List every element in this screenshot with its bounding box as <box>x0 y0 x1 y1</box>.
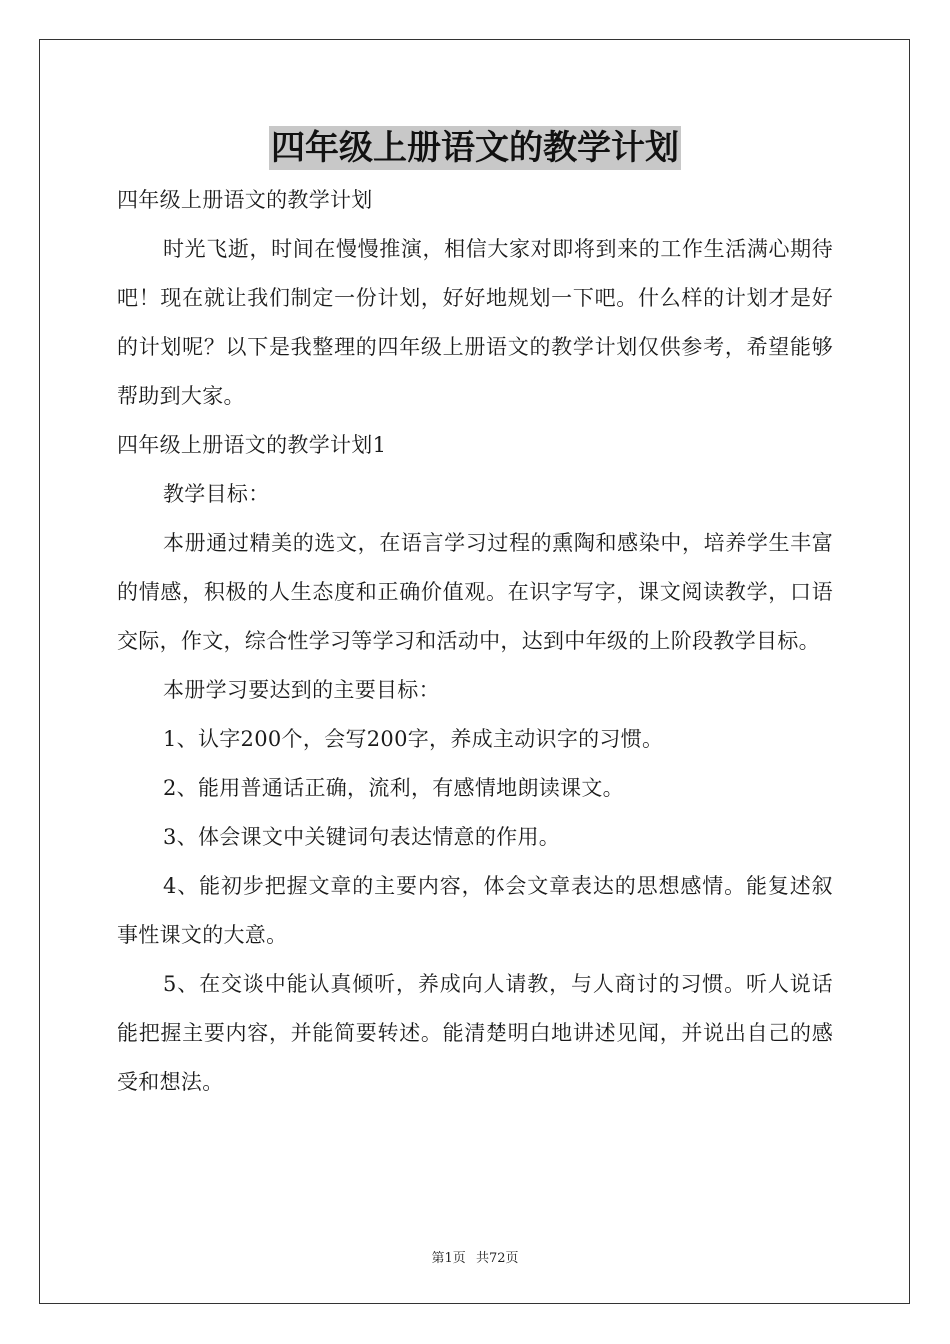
title-container <box>0 126 950 170</box>
list-item: 3、体会课文中关键词句表达情意的作用。 <box>163 825 561 849</box>
page-number: 第1页 <box>431 1251 466 1266</box>
section-heading: 四年级上册语文的教学计划1 <box>117 433 387 457</box>
list-item: 5、在交谈中能认真倾听，养成向人请教，与人商讨的习惯。听人说话能把握主要内容，并能简要转述。能清楚明白地讲述见闻，并说出自己的感受和想法。 <box>117 972 833 1094</box>
list-item: 2、能用普通话正确，流利，有感情地朗读课文。 <box>163 776 624 800</box>
document-title: 四年级上册语文的教学计划 <box>271 128 679 168</box>
subtitle-paragraph: 四年级上册语文的教学计划 <box>117 188 373 212</box>
list-item: 1、认字200个，会写200字，养成主动识字的习惯。 <box>163 727 664 751</box>
main-goals-heading: 本册学习要达到的主要目标： <box>163 678 440 702</box>
goals-heading: 教学目标： <box>163 482 270 506</box>
list-item: 4、能初步把握文章的主要内容，体会文章表达的思想感情。能复述叙事性课文的大意。 <box>117 874 833 947</box>
goals-paragraph: 本册通过精美的选文，在语言学习过程的熏陶和感染中，培养学生丰富的情感，积极的人生态度和正确价值观。在识字写字，课文阅读教学，口语交际，作文，综合性学习等学习和活动中，达到中年级的上阶段教学目标。 <box>117 531 833 653</box>
page-footer <box>0 1247 950 1266</box>
intro-paragraph: 时光飞逝，时间在慢慢推演，相信大家对即将到来的工作生活满心期待吧！现在就让我们制定一份计划，好好地规划一下吧。什么样的计划才是好的计划呢？以下是我整理的四年级上册语文的教学计划仅供参考，希望能够帮助到大家。 <box>117 237 833 408</box>
page-total: 共72页 <box>475 1251 519 1266</box>
document-body <box>117 176 833 1107</box>
